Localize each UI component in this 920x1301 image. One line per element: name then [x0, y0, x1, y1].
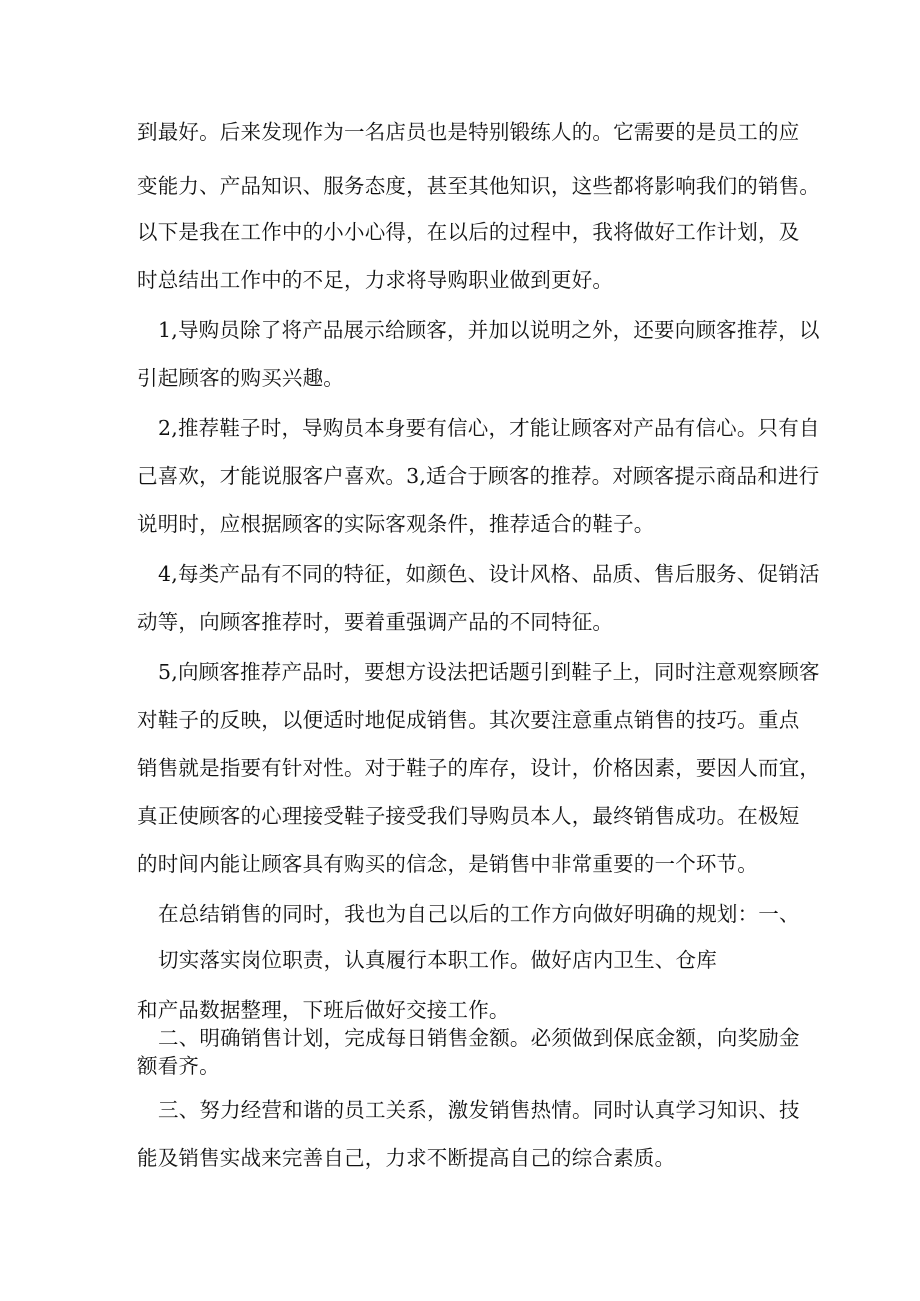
text-line: 5,向顾客推荐产品时，要想方设法把话题引到鞋子上，同时注意观察顾客	[158, 660, 820, 684]
text-line: 和产品数据整理，下班后做好交接工作。	[137, 998, 510, 1022]
text-line: 以下是我在工作中的小小心得，在以后的过程中，我将做好工作计划，及	[137, 220, 800, 244]
text-line: 切实落实岗位职责，认真履行本职工作。做好店内卫生、仓库	[158, 948, 717, 972]
text-line: 变能力、产品知识、服务态度，甚至其他知识，这些都将影响我们的销售。	[137, 174, 821, 198]
text-line: 时总结出工作中的不足，力求将导购职业做到更好。	[137, 268, 614, 292]
text-line: 2,推荐鞋子时，导购员本身要有信心，才能让顾客对产品有信心。只有自	[158, 416, 820, 440]
text-line: 能及销售实战来完善自己，力求不断提高自己的综合素质。	[137, 1146, 676, 1170]
text-line: 动等，向顾客推荐时，要着重强调产品的不同特征。	[137, 610, 614, 634]
text-line: 1,导购员除了将产品展示给顾客，并加以说明之外，还要向顾客推荐，以	[158, 318, 820, 342]
text-line: 的时间内能让顾客具有购买的信念，是销售中非常重要的一个环节。	[137, 852, 758, 876]
text-line: 引起顾客的购买兴趣。	[137, 366, 344, 390]
text-line: 到最好。后来发现作为一名店员也是特别锻练人的。它需要的是员工的应	[137, 120, 800, 144]
text-line: 4,每类产品有不同的特征，如颜色、设计风格、品质、售后服务、促销活	[158, 562, 820, 586]
text-line: 真正使顾客的心理接受鞋子接受我们导购员本人，最终销售成功。在极短	[137, 804, 800, 828]
text-line: 二、明确销售计划，完成每日销售金额。必须做到保底金额，向奖励金	[158, 1026, 800, 1050]
text-line: 在总结销售的同时，我也为自己以后的工作方向做好明确的规划：一、	[158, 902, 800, 926]
text-line: 额看齐。	[137, 1054, 220, 1078]
text-line: 己喜欢，才能说服客户喜欢。3,适合于顾客的推荐。对顾客提示商品和进行	[137, 464, 820, 488]
text-line: 对鞋子的反映，以便适时地促成销售。其次要注意重点销售的技巧。重点	[137, 708, 800, 732]
text-line: 说明时，应根据顾客的实际客观条件，推荐适合的鞋子。	[137, 512, 655, 536]
text-line: 销售就是指要有针对性。对于鞋子的库存，设计，价格因素，要因人而宜，	[137, 756, 821, 780]
text-line: 三、努力经营和谐的员工关系，激发销售热情。同时认真学习知识、技	[158, 1098, 800, 1122]
